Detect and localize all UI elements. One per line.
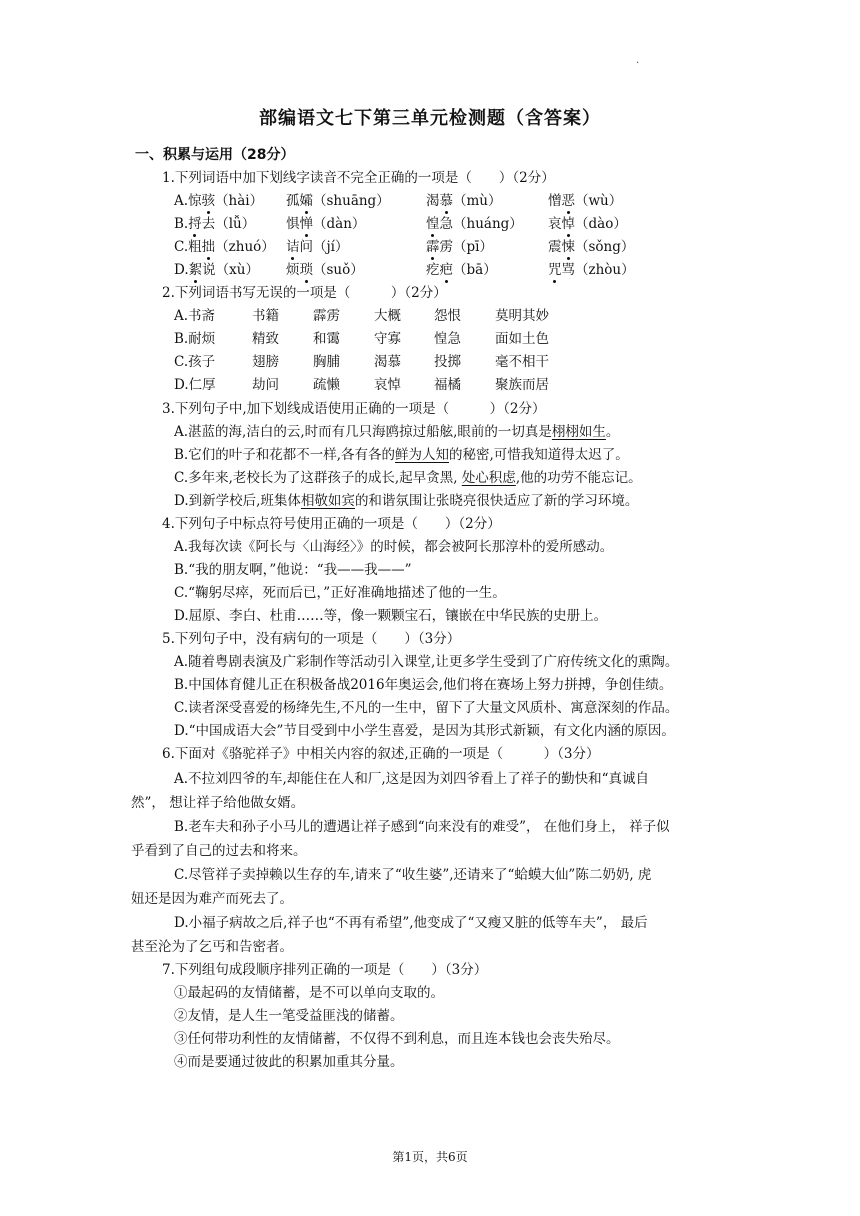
question-6-option-a-cont: 然”， 想让祥子给他做女婿。 [131,795,305,811]
question-2-word: 怨恨 [434,308,461,324]
question-6-stem: 6.下面对《骆驼祥子》中相关内容的叙述,正确的一项是（ ）（3分） [162,746,600,762]
dotted-character: 捋 [188,216,202,232]
question-6-option-d: D.小福子病故之后,祥子也“不再有希望”,他变成了“又瘦又脏的低等车夫”， 最后 [174,915,648,931]
question-3-option-a: A.湛蓝的海,洁白的云,时而有几只海鸥掠过船舷,眼前的一切真是栩栩如生。 [174,424,620,440]
question-2-word: 精致 [252,331,279,347]
dotted-character: 拙 [201,239,216,255]
question-2-word: 哀悼 [374,377,401,393]
question-2-word: 胸脯 [313,354,340,370]
dotted-character: 慕 [439,193,453,209]
question-7-sentence-1: ①最起码的友情储蓄，是不可以单向支取的。 [174,985,444,1001]
question-2-word: A.书斋 [174,308,216,324]
question-2-word: 翅膀 [252,354,279,370]
question-6-option-c-cont: 妞还是因为难产而死去了。 [131,891,293,907]
question-2-word: 劫问 [252,377,279,393]
question-1-word: 孤孀（shuāng） [286,193,390,209]
section-heading: 一、积累与运用（28分） [135,147,295,163]
dotted-character: 疤 [439,262,453,278]
question-2-word: 投掷 [434,354,461,370]
question-3-option-b: B.它们的叶子和花都不一样,各有各的鲜为人知的秘密,可惜我知道得太迟了。 [174,447,629,463]
page-footer: 第1页，共6页 [392,1150,468,1164]
question-2-word: D.仁厚 [174,377,216,393]
question-3-option-d: D.到新学校后,班集体相敬如宾的和谐氛围让张晓亮很快适应了新的学习环境。 [174,493,639,509]
question-2-word: 福橘 [434,377,461,393]
question-1-word: 惶急（huáng） [426,216,523,232]
question-3-option-c: C.多年来,老校长为了这群孩子的成长,起早贪黑, 处心积虑,他的功劳不能忘记。 [174,470,642,486]
dotted-character: 琐 [299,262,313,278]
question-5-stem: 5.下列句子中，没有病句的一项是（ ）（3分） [162,631,461,647]
dotted-character: 孀 [299,193,313,209]
question-7-sentence-3: ③任何带功利性的友情储蓄，不仅得不到利息，而且连本钱也会丧失殆尽。 [174,1031,620,1047]
question-6-option-a: A.不拉刘四爷的车,却能住在人和厂,这是因为刘四爷看上了祥子的勤快和“真诚自 [174,771,650,787]
question-1-word: 咒骂（zhòu） [548,262,635,278]
question-1-word: C.粗拙（zhuó） [174,239,275,255]
underlined-idiom: 鲜为人知 [395,447,450,463]
question-1-word: 憎恶（wù） [548,193,623,209]
question-1-word: 烦琐（suǒ） [286,262,364,278]
page-title: 部编语文七下第三单元检测题（含答案） [259,108,601,129]
dotted-character: 絮 [188,262,203,278]
dotted-character: 咒 [548,262,562,278]
question-7-sentence-2: ②友情，是人生一笔受益匪浅的储蓄。 [174,1008,404,1024]
question-2-word: 渴慕 [374,354,401,370]
question-1-word: 疙疤（bā） [426,262,497,278]
question-3-stem: 3.下列句子中,加下划线成语使用正确的一项是（ ）（2分） [162,401,546,417]
dotted-character: 恶 [561,193,575,209]
question-2-word: 大概 [374,308,401,324]
question-2-word: B.耐烦 [174,331,216,347]
question-6-option-c: C.尽管祥子卖掉赖以生存的车,请来了“收生婆”,还请来了“蛤蟆大仙”陈二奶奶, 虎 [174,867,652,883]
question-5-option-c: C.读者深受喜爱的杨绛先生,不凡的一生中，留下了大量文风质朴、寓意深刻的作品。 [174,700,679,716]
question-2-word: 霹雳 [313,308,340,324]
question-1-word: D.絮说（xù） [174,262,259,278]
question-2-word: 疏懒 [313,377,340,393]
question-4-option-d: D.屈原、李白、杜甫……等，像一颗颗宝石，镶嵌在中华民族的史册上。 [174,608,608,624]
question-2-word: 聚族而居 [495,377,549,393]
dotted-character: 悼 [561,216,575,232]
question-2-stem: 2.下列词语书写无误的一项是（ ）（2分） [162,285,447,301]
question-7-stem: 7.下列组句成段顺序排列正确的一项是（ ）（3分） [162,962,488,978]
question-2-word: 书籍 [252,308,279,324]
question-6-option-b: B.老车夫和孙子小马儿的遭遇让祥子感到“向来没有的难受”， 在他们身上， 祥子似 [174,819,670,835]
dotted-character: 霹 [426,239,440,255]
question-1-word: 渴慕（mù） [426,193,502,209]
question-2-word: 惶急 [434,331,461,347]
dotted-character: 惶 [426,216,440,232]
question-1-word: 霹雳（pī） [426,239,493,255]
question-7-sentence-4: ④而是要通过彼此的积累加重其分量。 [174,1054,404,1070]
question-1-word: 震悚（sǒng） [548,239,635,255]
question-4-stem: 4.下列句子中标点符号使用正确的一项是（ ）（2分） [162,516,501,532]
question-1-word: A.惊骇（hài） [174,193,264,209]
question-2-word: 和霭 [313,331,340,347]
dotted-character: 惮 [299,216,313,232]
question-6-option-d-cont: 甚至沦为了乞丐和告密者。 [131,939,293,955]
corner-marker: · [636,58,640,69]
question-5-option-b: B.中国体育健儿正在积极备战2016年奥运会,他们将在赛场上努力拼搏，争创佳绩。 [174,677,673,693]
question-2-word: C.孩子 [174,354,216,370]
underlined-idiom: 处心积虑 [461,470,516,486]
question-4-option-c: C.“鞠躬尽瘁，死而后已，”正好准确地描述了他的一生。 [174,585,506,601]
dotted-character: 骇 [201,193,216,209]
question-5-option-d: D.“中国成语大会”节目受到中小学生喜爱，是因为其形式新颖，有文化内涵的原因。 [174,723,675,739]
question-4-option-b: B.“我的朋友啊，”他说：“我——我——” [174,562,412,578]
dotted-character: 悚 [561,239,575,255]
question-2-word: 毫不相干 [495,354,549,370]
question-6-option-b-cont: 乎看到了自己的过去和将来。 [131,843,307,859]
question-1-word: 惧惮（dàn） [286,216,366,232]
question-2-word: 莫明其妙 [495,308,549,324]
question-5-option-a: A.随着粤剧表演及广彩制作等活动引入课堂,让更多学生受到了广府传统文化的熏陶。 [174,654,679,670]
question-2-word: 守寡 [374,331,401,347]
question-1-word: 哀悼（dào） [548,216,627,232]
underlined-idiom: 栩栩如生 [551,424,606,440]
dotted-character: 诘 [286,239,300,255]
underlined-idiom: 相敬如宾 [300,493,355,509]
question-4-option-a: A.我每次读《阿长与〈山海经〉》的时候，都会被阿长那淳朴的爱所感动。 [174,539,614,555]
question-1-word: 诘问（jí） [286,239,349,255]
question-1-word: B.捋去（lǚ） [174,216,256,232]
question-1-stem: 1.下列词语中加下划线字读音不完全正确的一项是（ ）（2分） [162,170,555,186]
question-2-word: 面如土色 [495,331,549,347]
